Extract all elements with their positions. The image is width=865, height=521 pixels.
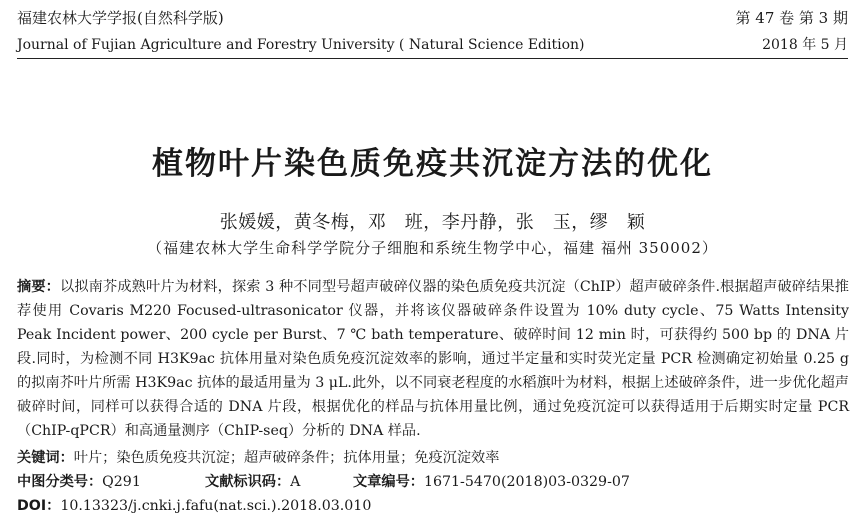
article-affiliation: （福建农林大学生命科学学院分子细胞和系统生物学中心，福建 福州 350002） xyxy=(147,239,718,257)
clc-number xyxy=(17,470,141,494)
abstract-text: 以拟南芥成熟叶片为材料，探索 3 种不同型号超声破碎仪器的染色质免疫共沉淀（ChIP）超声破碎条件.根据超声破碎结果推荐使用 Covaris M220 Focused-ultrasonicator 仪器，并将该仪器破碎条件设置为 10% duty cycle、75 Watts Intensity Peak Incident power、200 cycle per Burst、7 ℃ bath temperature、破碎时间 12 min 时，可获得约 500 bp 的 DNA 片段.同时，为检测不同 H3K9ac 抗体用量对染色质免疫沉淀效率的影响，通过半定量和实时荧光定量 PCR 检测确定初始量 0.25 g 的拟南芥叶片所需 H3K9ac 抗体的最适用量为 3 μL.此外，以不同衰老程度的水稻旗叶为材料，根据上述破碎条件，进一步优化超声破碎时间，同样可以获得合适的 DNA 片段，根据优化的样品与抗体用量比例，通过免疫沉淀可以获得适用于后期实时定量 PCR（ChIP-qPCR）和高通量测序（ChIP-seq）分析的 DNA 样品. xyxy=(17,279,849,439)
header-divider xyxy=(17,58,848,59)
journal-date: 2018 年 5 月 xyxy=(762,37,848,53)
journal-issue: 第 47 卷 第 3 期 xyxy=(735,9,848,27)
keywords xyxy=(17,446,499,470)
doi xyxy=(17,494,371,518)
article-number xyxy=(353,470,630,494)
article-number-value: 1671-5470(2018)03-0329-07 xyxy=(423,474,630,490)
keywords-label: 关键词： xyxy=(17,450,74,466)
abstract-label: 摘要： xyxy=(17,279,60,295)
doc-code-label: 文献标识码： xyxy=(205,474,291,490)
journal-name-cn: 福建农林大学学报(自然科学版) xyxy=(17,9,224,27)
doc-code-value: A xyxy=(290,474,301,490)
document-code xyxy=(205,470,300,494)
article-authors: 张媛媛，黄冬梅，邓 班，李丹静，张 玉，缪 颖 xyxy=(219,212,646,233)
keywords-text: 叶片；染色质免疫共沉淀；超声破碎条件；抗体用量；免疫沉淀效率 xyxy=(73,450,500,466)
journal-name-en: Journal of Fujian Agriculture and Forestry University ( Natural Science Edition) xyxy=(17,37,585,53)
clc-label: 中图分类号： xyxy=(17,474,103,490)
article-number-label: 文章编号： xyxy=(353,474,424,490)
abstract xyxy=(17,275,849,443)
clc-value: Q291 xyxy=(102,474,141,490)
doi-label: DOI： xyxy=(17,498,61,514)
doi-value: 10.13323/j.cnki.j.fafu(nat.sci.).2018.03.010 xyxy=(60,498,372,514)
article-title: 植物叶片染色质免疫共沉淀方法的优化 xyxy=(152,146,713,182)
